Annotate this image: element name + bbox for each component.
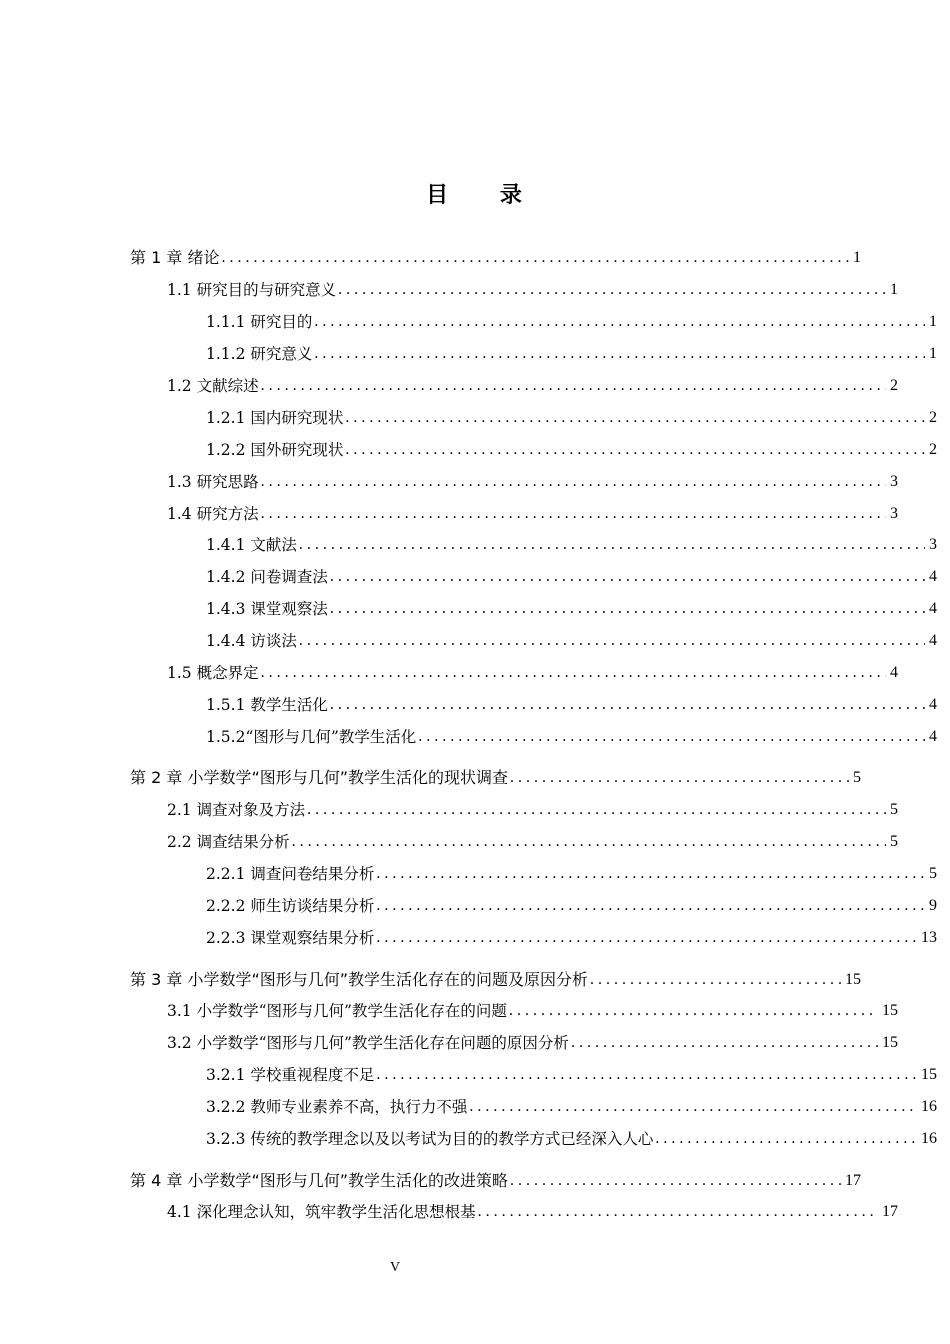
dot-leader — [478, 1197, 878, 1227]
toc-entry-page: 2 — [929, 409, 937, 426]
toc-entry-page: 4 — [890, 664, 898, 681]
toc-entry-page: 4 — [929, 632, 937, 649]
toc-entry-text: 1.2.2 国外研究现状 — [206, 441, 344, 459]
dot-leader — [261, 658, 886, 688]
toc-entry-page: 3 — [929, 536, 937, 553]
dot-leader — [314, 339, 925, 369]
toc-entry-page: 4 — [929, 728, 937, 745]
toc-entry[interactable] — [130, 891, 937, 921]
toc-entry[interactable] — [130, 499, 898, 529]
toc-entry-text: 2.2.3 课堂观察结果分析 — [206, 929, 375, 947]
toc-entry-text: 1.4.3 课堂观察法 — [206, 600, 328, 618]
dot-leader — [221, 243, 849, 273]
dot-leader — [307, 795, 886, 825]
toc-entry-page: 1 — [853, 249, 861, 266]
dot-leader — [510, 1166, 841, 1196]
dot-leader — [655, 1124, 917, 1154]
toc-entry[interactable] — [130, 923, 937, 953]
dot-leader — [510, 763, 849, 793]
dot-leader — [299, 626, 925, 656]
toc-entry[interactable] — [130, 1092, 937, 1122]
toc-entry[interactable] — [130, 658, 898, 688]
dot-leader — [330, 690, 925, 720]
toc-entry[interactable] — [130, 1166, 861, 1196]
toc-entry[interactable] — [130, 690, 937, 720]
dot-leader — [261, 499, 886, 529]
toc-entry-page: 4 — [929, 600, 937, 617]
toc-entry[interactable] — [130, 403, 937, 433]
toc-entry-text: 1.4.1 文献法 — [206, 536, 297, 554]
toc-entry-text: 第 3 章 小学数学“图形与几何”教学生活化存在的问题及原因分析 — [130, 970, 589, 989]
dot-leader — [314, 307, 925, 337]
toc-entry-text: 1.3 研究思路 — [167, 473, 259, 491]
toc-entry-page: 2 — [890, 377, 898, 394]
dot-leader — [571, 1028, 878, 1058]
toc-entry-text: 3.2.3 传统的教学理念以及以考试为目的的教学方式已经深入人心 — [206, 1130, 654, 1148]
dot-leader — [376, 923, 917, 953]
toc-entry-text: 2.2.2 师生访谈结果分析 — [206, 897, 375, 915]
toc-entry-page: 5 — [853, 769, 861, 786]
toc-entry[interactable] — [130, 594, 937, 624]
toc-entry[interactable] — [130, 1028, 898, 1058]
toc-entry-text: 1.5 概念界定 — [167, 664, 259, 682]
toc-entry-page: 15 — [882, 1034, 898, 1051]
toc-entry-text: 2.2 调查结果分析 — [167, 833, 290, 851]
page-number: V — [389, 1260, 401, 1275]
dot-leader — [292, 827, 886, 857]
toc-entry[interactable] — [130, 996, 898, 1026]
toc-entry-page: 9 — [929, 897, 937, 914]
toc-entry-page: 13 — [921, 929, 937, 946]
toc-entry-text: 第 2 章 小学数学“图形与几何”教学生活化的现状调查 — [130, 768, 509, 787]
toc-entry[interactable] — [130, 371, 898, 401]
toc-entry[interactable] — [130, 626, 937, 656]
toc-entry-page: 15 — [845, 971, 861, 988]
toc-entry-page: 1 — [929, 345, 937, 362]
toc-entry-page: 1 — [890, 281, 898, 298]
toc-entry-page: 16 — [921, 1130, 937, 1147]
toc-entry-page: 5 — [890, 801, 898, 818]
toc-entry-text: 1.4 研究方法 — [167, 505, 259, 523]
toc-entry-text: 1.1.2 研究意义 — [206, 345, 313, 363]
toc-entry-text: 3.2.2 教师专业素养不高，执行力不强 — [206, 1098, 468, 1116]
dot-leader — [590, 965, 841, 995]
toc-entry[interactable] — [130, 1197, 898, 1227]
dot-leader — [345, 435, 925, 465]
page-title: 目 录 — [426, 183, 524, 208]
toc-entry-page: 3 — [890, 505, 898, 522]
toc-entry[interactable] — [130, 435, 937, 465]
toc-entry-page: 16 — [921, 1098, 937, 1115]
toc-entry[interactable] — [130, 307, 937, 337]
toc-entry[interactable] — [130, 722, 937, 752]
toc-entry[interactable] — [130, 339, 937, 369]
toc-entry[interactable] — [130, 562, 937, 592]
toc-entry[interactable] — [130, 827, 898, 857]
dot-leader — [338, 275, 886, 305]
dot-leader — [376, 859, 925, 889]
dot-leader — [509, 996, 878, 1026]
dot-leader — [418, 722, 925, 752]
toc-entry-text: 2.1 调查对象及方法 — [167, 801, 306, 819]
toc-entry-page: 5 — [929, 865, 937, 882]
toc-entry-page: 3 — [890, 473, 898, 490]
toc-entry-text: 1.1.1 研究目的 — [206, 313, 313, 331]
toc-entry-page: 15 — [921, 1066, 937, 1083]
toc-entry-page: 17 — [882, 1203, 898, 1220]
toc-entry-text: 1.5.2“图形与几何”教学生活化 — [206, 728, 417, 746]
toc-entry[interactable] — [130, 965, 861, 995]
toc-entry-page: 2 — [929, 441, 937, 458]
dot-leader — [345, 403, 925, 433]
toc-entry[interactable] — [130, 530, 937, 560]
toc-entry-page: 4 — [929, 568, 937, 585]
toc-entry-page: 1 — [929, 313, 937, 330]
dot-leader — [330, 594, 925, 624]
toc-entry[interactable] — [130, 1124, 937, 1154]
toc-entry-text: 1.5.1 教学生活化 — [206, 696, 328, 714]
dot-leader — [299, 530, 925, 560]
toc-entry-text: 3.2.1 学校重视程度不足 — [206, 1066, 375, 1084]
toc-entry[interactable] — [130, 243, 861, 273]
toc-entry[interactable] — [130, 467, 898, 497]
toc-entry-text: 2.2.1 调查问卷结果分析 — [206, 865, 375, 883]
toc-entry-page: 5 — [890, 833, 898, 850]
toc-entry-text: 1.2 文献综述 — [167, 377, 259, 395]
dot-leader — [330, 562, 925, 592]
toc-entry-text: 第 1 章 绪论 — [130, 248, 220, 267]
toc-entry-text: 第 4 章 小学数学“图形与几何”教学生活化的改进策略 — [130, 1171, 509, 1190]
dot-leader — [469, 1092, 917, 1122]
toc-entry[interactable] — [130, 1060, 937, 1090]
toc-entry[interactable] — [130, 275, 898, 305]
toc-entry-text: 1.4.4 访谈法 — [206, 632, 297, 650]
dot-leader — [376, 891, 925, 921]
toc-entry-text: 3.2 小学数学“图形与几何”教学生活化存在问题的原因分析 — [167, 1034, 569, 1052]
toc-entry-text: 1.1 研究目的与研究意义 — [167, 281, 337, 299]
toc-entry[interactable] — [130, 795, 898, 825]
toc-entry-text: 4.1 深化理念认知，筑牢教学生活化思想根基 — [167, 1203, 476, 1221]
dot-leader — [261, 371, 886, 401]
toc-entry[interactable] — [130, 763, 861, 793]
toc-entry-page: 15 — [882, 1002, 898, 1019]
toc-entry-page: 4 — [929, 696, 937, 713]
toc-entry-page: 17 — [845, 1172, 861, 1189]
dot-leader — [261, 467, 886, 497]
toc-entry-text: 1.2.1 国内研究现状 — [206, 409, 344, 427]
dot-leader — [376, 1060, 917, 1090]
toc-entry[interactable] — [130, 859, 937, 889]
toc-entry-text: 3.1 小学数学“图形与几何”教学生活化存在的问题 — [167, 1002, 507, 1020]
toc-entry-text: 1.4.2 问卷调查法 — [206, 568, 328, 586]
